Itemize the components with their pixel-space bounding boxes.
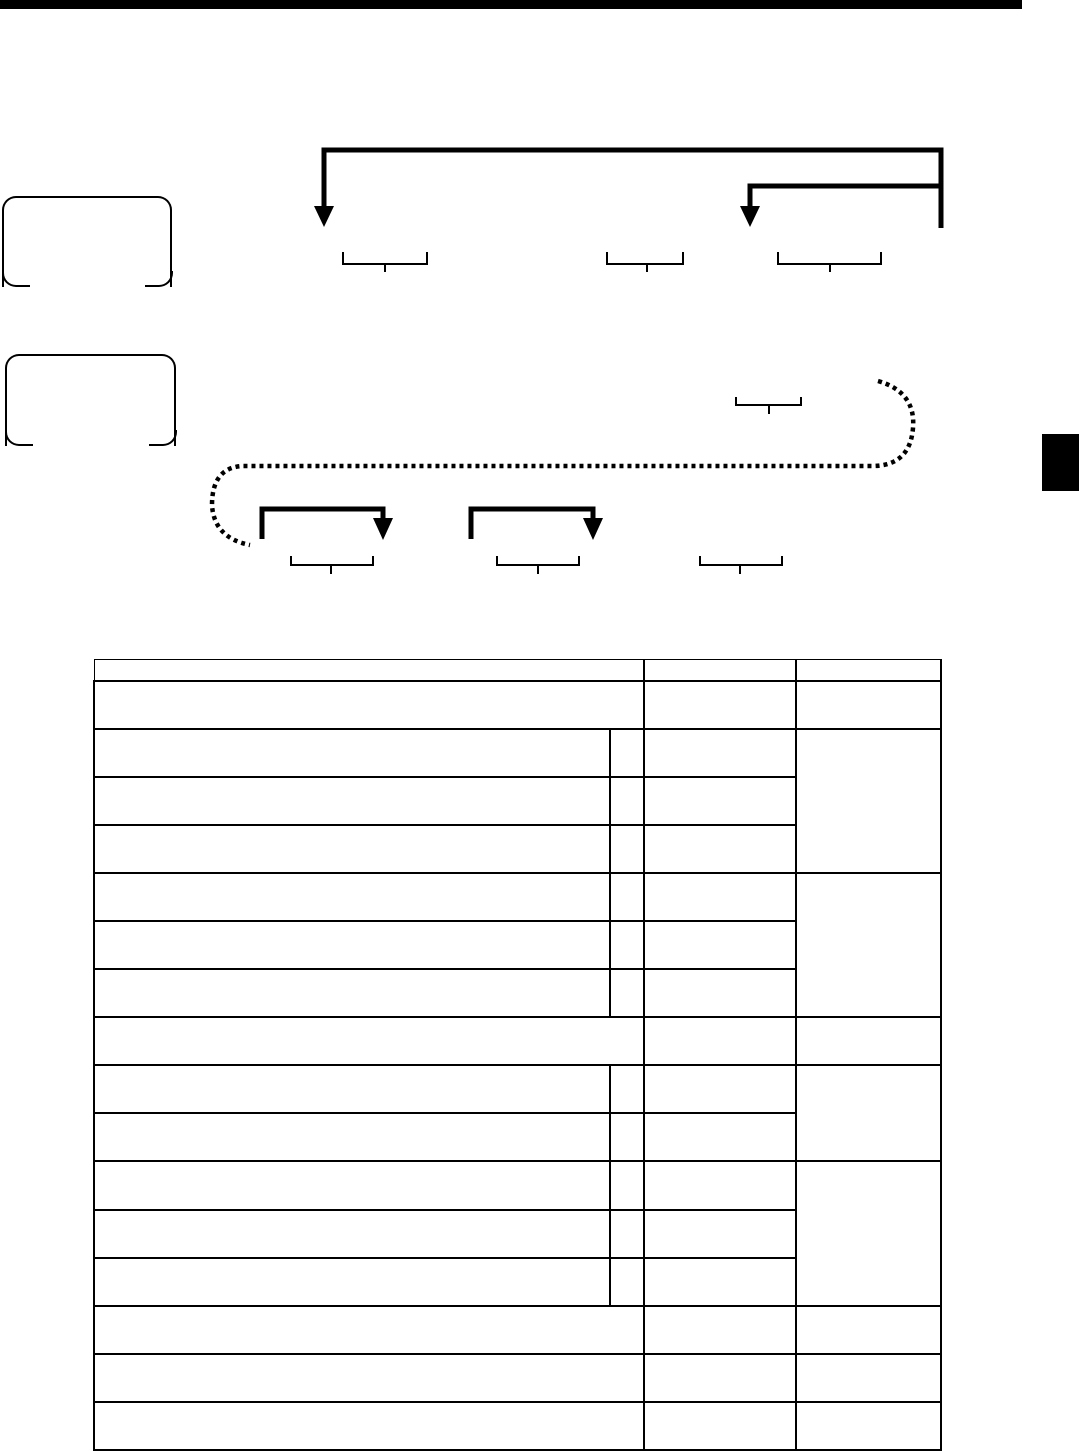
loop-arrow-inner <box>750 186 941 212</box>
table-cell <box>610 921 644 969</box>
table-cell <box>94 1210 610 1258</box>
bracket-4 <box>736 397 801 414</box>
table-cell <box>610 777 644 825</box>
table-cell <box>644 1065 795 1113</box>
table-cell <box>94 1306 644 1354</box>
table-row <box>94 1161 941 1209</box>
table-cell <box>94 777 610 825</box>
table-cell <box>94 1402 644 1450</box>
table-cell <box>610 729 644 777</box>
table-cell <box>94 1017 644 1065</box>
table-header-cell <box>94 660 644 682</box>
key-sequence-flow-diagram <box>0 0 1079 640</box>
table-cell <box>94 873 610 921</box>
table-cell <box>644 873 795 921</box>
table-cell <box>644 969 795 1017</box>
bracket-6 <box>497 556 579 574</box>
bracket-1 <box>343 252 427 272</box>
table-cell <box>644 1210 795 1258</box>
table-row <box>94 681 941 729</box>
table-cell <box>610 825 644 873</box>
table-cell <box>94 681 644 729</box>
table-row <box>94 1402 941 1450</box>
table-cell <box>610 1161 644 1209</box>
table-cell <box>644 729 795 777</box>
table-cell <box>610 1113 644 1161</box>
table-cell <box>610 1258 644 1306</box>
table-cell <box>94 1258 610 1306</box>
skip-arrow-2-head <box>583 518 603 540</box>
table-cell <box>610 969 644 1017</box>
loop-arrow-outer <box>324 150 941 228</box>
table-cell <box>644 681 795 729</box>
table-cell <box>644 1161 795 1209</box>
table-cell <box>94 969 610 1017</box>
table-cell <box>610 1065 644 1113</box>
table-header-cell <box>796 660 941 682</box>
table-cell <box>644 1113 795 1161</box>
loop-arrow-inner-head <box>740 206 760 227</box>
table-cell <box>796 1306 941 1354</box>
loop-arrow-outer-head <box>314 206 334 227</box>
table-row <box>94 1065 941 1113</box>
table-cell <box>644 921 795 969</box>
table-cell <box>94 1113 610 1161</box>
table-cell <box>94 1065 610 1113</box>
table-cell <box>644 1306 795 1354</box>
table-cell <box>796 729 941 873</box>
table-cell <box>644 825 795 873</box>
table-cell <box>644 1258 795 1306</box>
table-cell <box>796 1354 941 1402</box>
table-cell <box>796 1161 941 1305</box>
table-row <box>94 1354 941 1402</box>
table-cell <box>796 873 941 1017</box>
table-cell <box>94 921 610 969</box>
table-header-cell <box>644 660 795 682</box>
settings-table <box>93 659 942 1451</box>
bracket-5 <box>291 556 373 574</box>
bracket-3 <box>778 252 881 272</box>
table-cell <box>94 825 610 873</box>
table-cell <box>94 1161 610 1209</box>
table-cell <box>796 1017 941 1065</box>
table-cell <box>796 1402 941 1450</box>
skip-arrow-1 <box>262 509 383 539</box>
table-cell <box>644 1354 795 1402</box>
skip-arrow-2 <box>471 509 593 539</box>
table-row <box>94 873 941 921</box>
table-header-row <box>94 660 941 682</box>
skip-arrow-1-head <box>373 518 393 540</box>
table-row <box>94 729 941 777</box>
table-cell <box>644 1017 795 1065</box>
table-cell <box>94 1354 644 1402</box>
table-cell <box>610 1210 644 1258</box>
table-cell <box>94 729 610 777</box>
table-cell <box>796 1065 941 1161</box>
table-row <box>94 1306 941 1354</box>
table-cell <box>644 777 795 825</box>
bracket-7 <box>700 556 782 574</box>
table-cell <box>796 681 941 729</box>
table-row <box>94 1017 941 1065</box>
table-cell <box>644 1402 795 1450</box>
table-cell <box>610 873 644 921</box>
bracket-2 <box>607 252 683 272</box>
dotted-continuation-line <box>212 381 913 545</box>
